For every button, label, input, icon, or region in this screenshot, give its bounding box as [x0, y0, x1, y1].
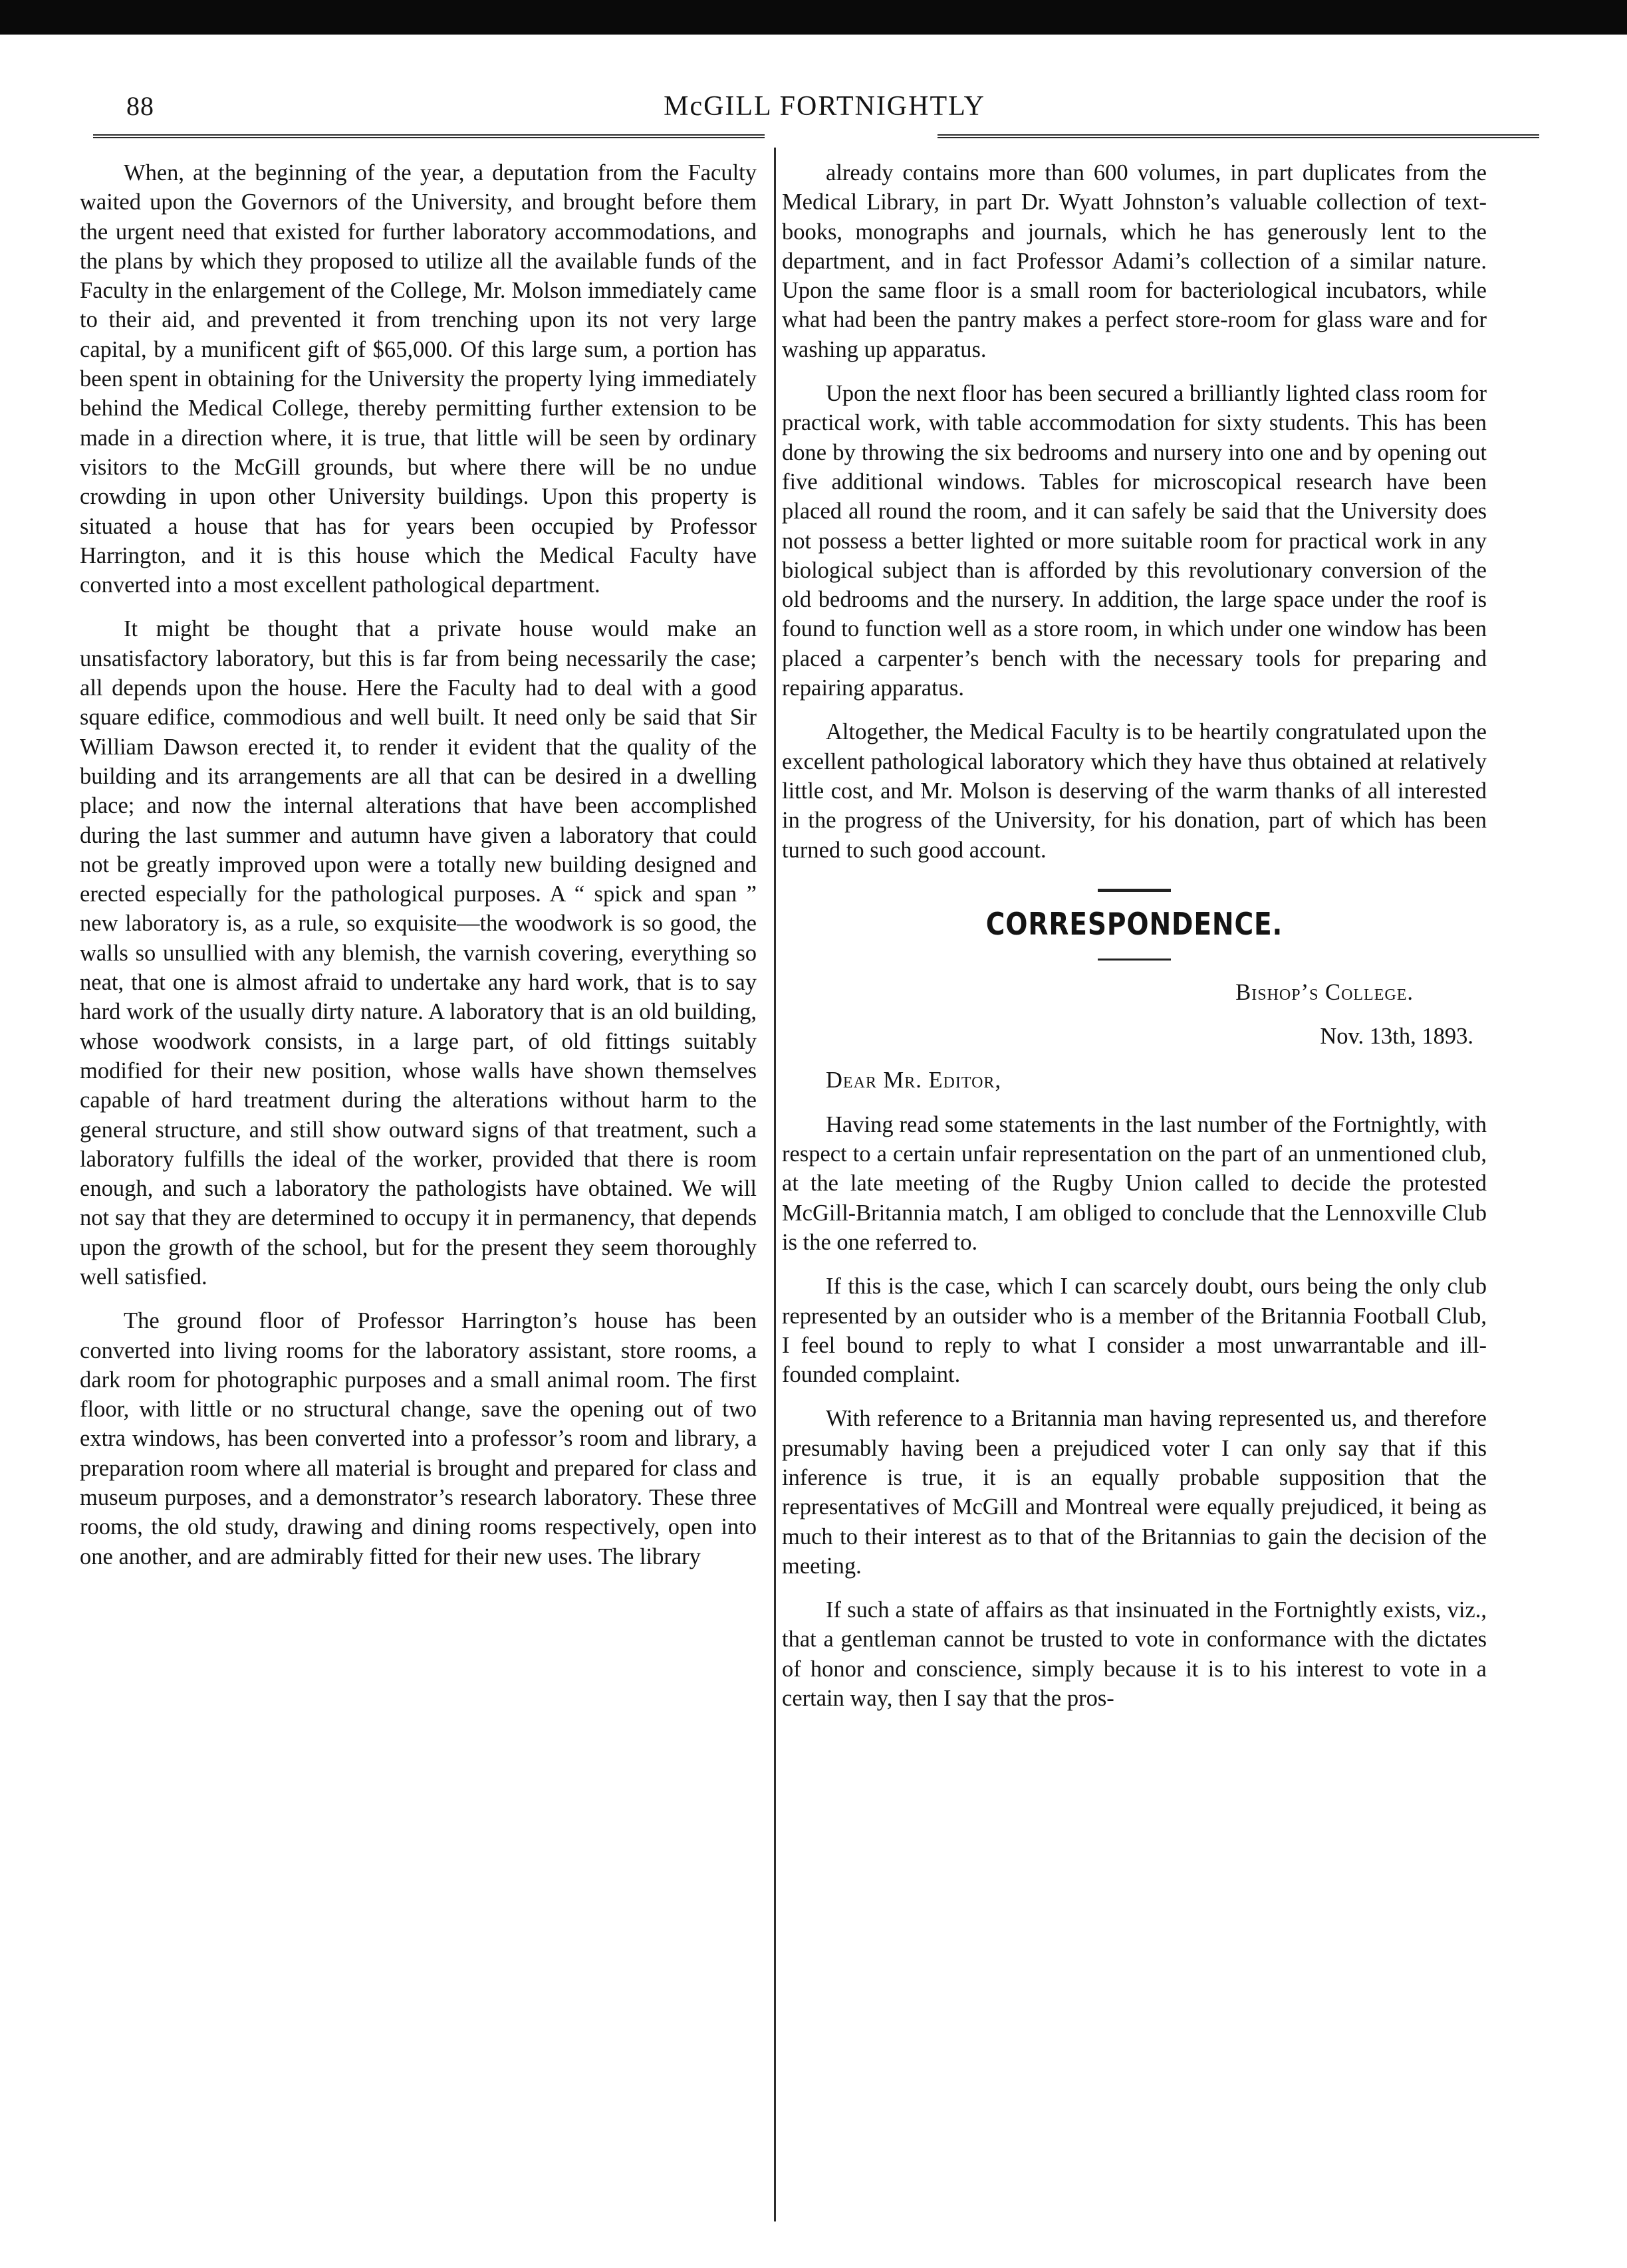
- header-rule-left: [93, 134, 765, 138]
- article-paragraph: The ground floor of Professor Harrington’s house has been converted into living rooms for the laboratory assistant, store rooms, a dark room for photographic purposes and a small animal room. The first floor, with little or no structural change, save the opening out of two extra windows, has been converted into a professor’s room and library, a preparation room where all material is brought and prepared for class and museum purposes, and a demonstrator’s research laboratory. These three rooms, the old study, drawing and dining rooms respectively, open into one another, and are admirably fitted for their new uses. The library: [80, 1308, 757, 1569]
- article-paragraph: When, at the beginning of the year, a deputation from the Faculty waited upon the Governors of the University, and brought before them the urgent need that existed for further laboratory accommodations, and the plans by which they proposed to utilize all the available funds of the Faculty in the enlargement of the College, Mr. Molson immediately came to their aid, and prevented it from trenching upon its not very large capital, by a munificent gift of $65,000. Of this large sum, a portion has been spent in obtaining for the University the property lying immediately behind the Medical College, thereby permitting further extension to be made in a direction where, it is true, that little will be seen by ordinary visitors to the McGill grounds, but where there will be no undue crowding in upon other University buildings. Upon this property is situated a house that has for years been occupied by Professor Harrington, and it is this house which the Medical Faculty have converted into a most excellent pathological department.: [80, 160, 757, 598]
- letter-paragraph: If such a state of affairs as that insinuated in the Fortnightly exists, viz., that a gentleman cannot be trusted to vote in conformance with the dictates of honor and conscience, simply because it is to his interest to vote in a certain way, then I say that the pros-: [782, 1597, 1487, 1712]
- article-paragraph: Upon the next floor has been secured a brilliantly lighted class room for practical work, with table accommodation for sixty students. This has been done by throwing the six bedrooms and nursery into one and by opening out five additional windows. Tables for microscopical research have been placed all round the room, and it can safely be said that the University does not possess a better lighted or more suitable room for practical work in any biological subject than is afforded by this revolutionary conversion of the old bedrooms and the nursery. In addition, the large space under the roof is found to function well as a store room, in which under one window has been placed a carpenter’s bench with the necessary tools for preparing and repairing apparatus.: [782, 381, 1487, 701]
- section-rule-top: [1098, 889, 1171, 892]
- page-header: [0, 85, 1627, 132]
- article-paragraph: Altogether, the Medical Faculty is to be heartily congratulated upon the excellent pathological laboratory which they have thus obtained at relatively little cost, and Mr. Molson is deserving of the warm thanks of all interested in the progress of the University, for his donation, part of which has been turned to such good account.: [782, 719, 1487, 863]
- article-paragraph: It might be thought that a private house would make an unsatisfactory laboratory, but this is far from being necessarily the case; all depends upon the house. Here the Faculty had to deal with a good square edifice, commodious and well built. It need only be said that Sir William Dawson erected it, to render it evident that the quality of the building and its arrangements are all that can be desired in a dwelling place; and now the internal alterations that have been accomplished during the last summer and autumn have given a laboratory that could not be greatly improved upon were a totally new building designed and erected especially for the pathological purposes. A “ spick and span ” new laboratory is, as a rule, so exquisite—the woodwork is so good, the walls so unsullied with any blemish, the varnish covering, everything so neat, that one is almost afraid to undertake any hard work, that is to say hard work of the usually dirty nature. A laboratory that is an old building, whose woodwork consists, in a large part, of old fittings suitably modified for their new position, whose walls have shown themselves capable of hard treatment during the alterations without harm to the general structure, and still show outward signs of that treatment, such a laboratory fulfills the ideal of the worker, provided that there is room enough, and such a laboratory the pathologists have obtained. We will not say that they are determined to occupy it in permanency, that depends upon the growth of the school, but for the present they seem thoroughly well satisfied.: [80, 616, 757, 1290]
- article-paragraph: already contains more than 600 volumes, in part duplicates from the Medical Library, in part Dr. Wyatt Johnston’s valuable collection of text-books, monographs and journals, which he has generously lent to the department, and in fact Professor Adami’s collection of a similar nature. Upon the same floor is a small room for bacteriological incubators, while what had been the pantry makes a perfect store-room for glass ware and for washing up apparatus.: [782, 160, 1487, 362]
- letter-paragraph: If this is the case, which I can scarcely doubt, ours being the only club represented by an outsider who is a member of the Britannia Football Club, I feel bound to reply to what I consider a most unwarrantable and ill-founded complaint.: [782, 1274, 1487, 1388]
- letter-date: Nov. 13th, 1893.: [1320, 1024, 1473, 1050]
- right-column: [782, 158, 1487, 1728]
- letter-paragraph: Having read some statements in the last number of the Fortnightly, with respect to a certain unfair representation on the part of an unmentioned club, at the late meeting of the Rugby Union called to decide the protested McGill-Britannia match, I am obliged to conclude that the Lennoxville Club is the one referred to.: [782, 1111, 1487, 1255]
- letter-dateline: Bishop’s College.: [1235, 979, 1414, 1005]
- column-divider: [774, 148, 776, 2221]
- section-heading: CORRESPONDENCE.: [985, 905, 1283, 942]
- running-title: McGILL FORTNIGHTLY: [664, 91, 985, 122]
- left-column: [80, 158, 757, 1586]
- letter-paragraph: With reference to a Britannia man having represented us, and therefore presumably having been a prejudiced voter I can only say that if this inference is true, it is an equally probable supposition that the representatives of McGill and Montreal were equally prejudiced, it being as much to their interest as to that of the Britannias to gain the decision of the meeting.: [782, 1406, 1487, 1579]
- page-number: 88: [126, 91, 154, 121]
- letter-salutation: Dear Mr. Editor,: [826, 1068, 1002, 1093]
- top-black-bar: [0, 0, 1627, 35]
- header-rule-right: [938, 134, 1539, 138]
- section-rule-bottom: [1098, 959, 1171, 961]
